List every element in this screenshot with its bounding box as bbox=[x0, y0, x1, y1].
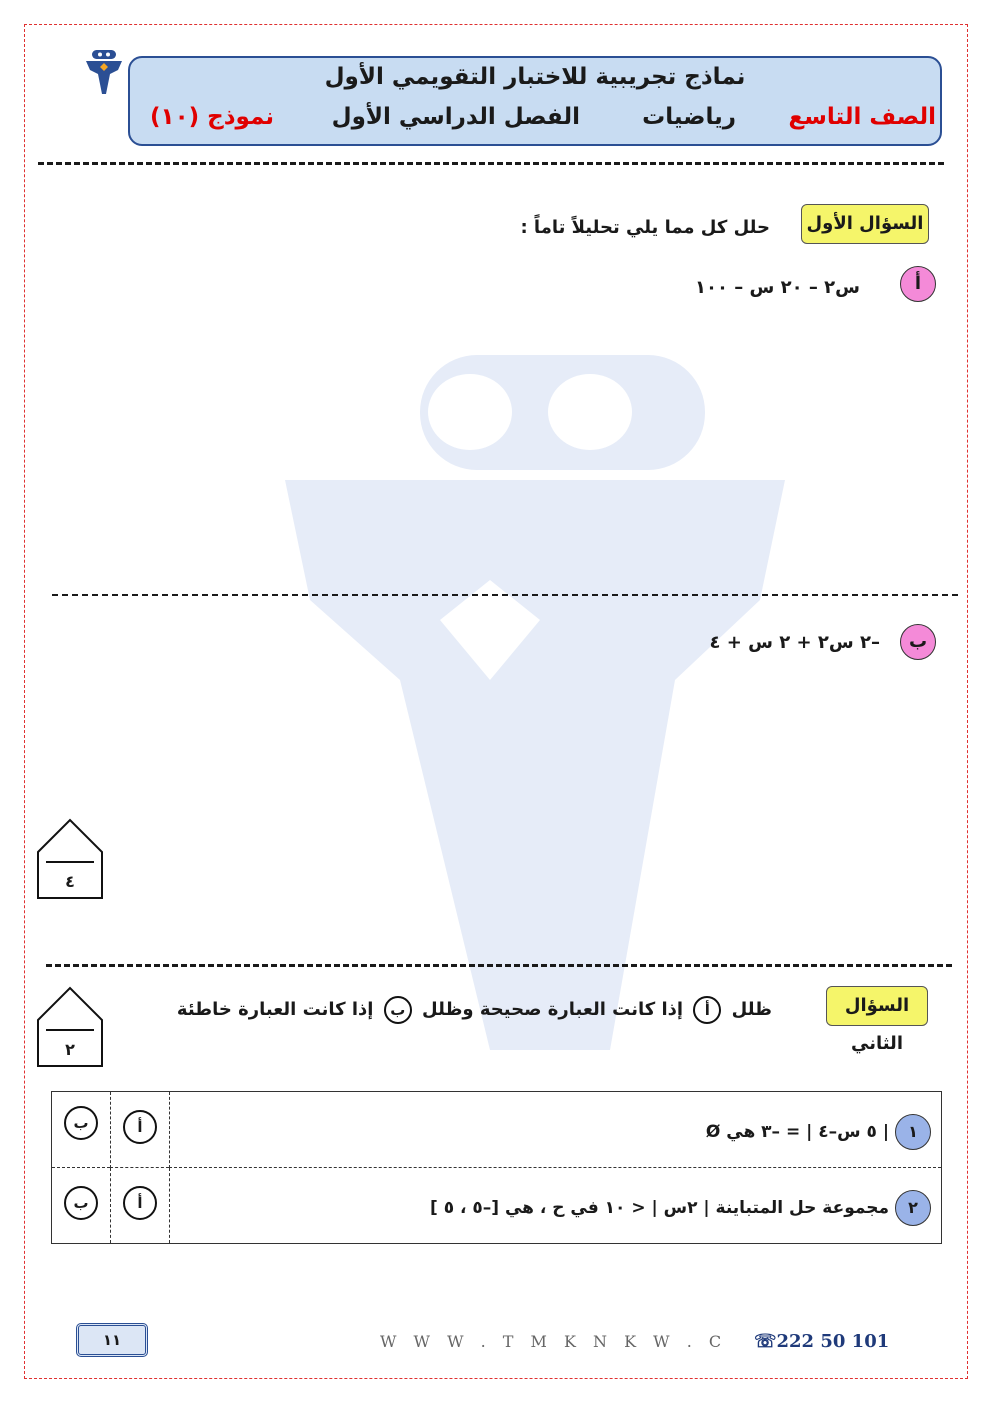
q1-label: السؤال الأول bbox=[801, 204, 929, 244]
website-url[interactable]: W W W . T M K N K W . C bbox=[380, 1332, 728, 1351]
option-b-example: ب bbox=[384, 996, 412, 1024]
brand-logo bbox=[84, 48, 124, 96]
part-a-marker: أ bbox=[900, 266, 936, 302]
option-b-bubble[interactable]: ب bbox=[64, 1186, 98, 1220]
true-false-table bbox=[51, 1091, 942, 1244]
divider bbox=[46, 964, 952, 967]
score-q2: ٢ bbox=[65, 1040, 75, 1059]
grade-label: الصف التاسع bbox=[788, 104, 936, 130]
page-number: ١١ bbox=[76, 1323, 148, 1357]
part-b-marker: ب bbox=[900, 624, 936, 660]
statement-number: ١ bbox=[895, 1114, 931, 1150]
statement-text: مجموعة حل المتباينة | ٢س | < ١٠ في ح ، هي [–٥ ، ٥ ] bbox=[430, 1198, 890, 1218]
score-q1: ٤ bbox=[65, 872, 75, 891]
option-cell bbox=[52, 1168, 111, 1244]
option-cell bbox=[111, 1168, 170, 1244]
statement-text: | ٥ س–٤ | = –٣ هي Ø bbox=[705, 1122, 890, 1142]
table-row bbox=[52, 1092, 942, 1168]
model-label: نموذج (١٠) bbox=[150, 104, 274, 130]
phone-number: ☏222 50 101 bbox=[754, 1331, 890, 1352]
part-b-expression: –٢ س٢ + ٢ س + ٤ bbox=[709, 632, 880, 653]
semester-label: الفصل الدراسي الأول bbox=[331, 104, 580, 130]
statement-cell bbox=[170, 1168, 942, 1244]
option-a-bubble[interactable]: أ bbox=[123, 1110, 157, 1144]
q2-instruction-mid: إذا كانت العبارة صحيحة وظلل bbox=[422, 999, 684, 1020]
statement-cell bbox=[170, 1092, 942, 1168]
q2-instruction bbox=[177, 996, 772, 1024]
table-row bbox=[52, 1168, 942, 1244]
watermark-logo bbox=[280, 350, 790, 1070]
option-cell bbox=[52, 1092, 111, 1168]
subject-label: رياضيات bbox=[642, 104, 736, 130]
option-a-bubble[interactable]: أ bbox=[123, 1186, 157, 1220]
q1-instruction: حلل كل مما يلي تحليلاً تاماً : bbox=[520, 217, 770, 238]
q2-label: السؤال الثاني bbox=[826, 986, 928, 1026]
q2-instruction-end: إذا كانت العبارة خاطئة bbox=[176, 999, 374, 1020]
divider bbox=[38, 162, 944, 165]
part-a-expression: س٢ – ٢٠ س – ١٠٠ bbox=[695, 277, 860, 298]
divider bbox=[52, 594, 958, 596]
header-box bbox=[128, 56, 942, 146]
statement-number: ٢ bbox=[895, 1190, 931, 1226]
header-title: نماذج تجريبية للاختبار التقويمي الأول bbox=[324, 64, 746, 90]
option-cell bbox=[111, 1092, 170, 1168]
q2-instruction-start: ظلل bbox=[731, 999, 772, 1020]
score-box-q1 bbox=[36, 818, 104, 900]
option-a-example: أ bbox=[693, 996, 721, 1024]
score-box-q2 bbox=[36, 986, 104, 1068]
option-b-bubble[interactable]: ب bbox=[64, 1106, 98, 1140]
